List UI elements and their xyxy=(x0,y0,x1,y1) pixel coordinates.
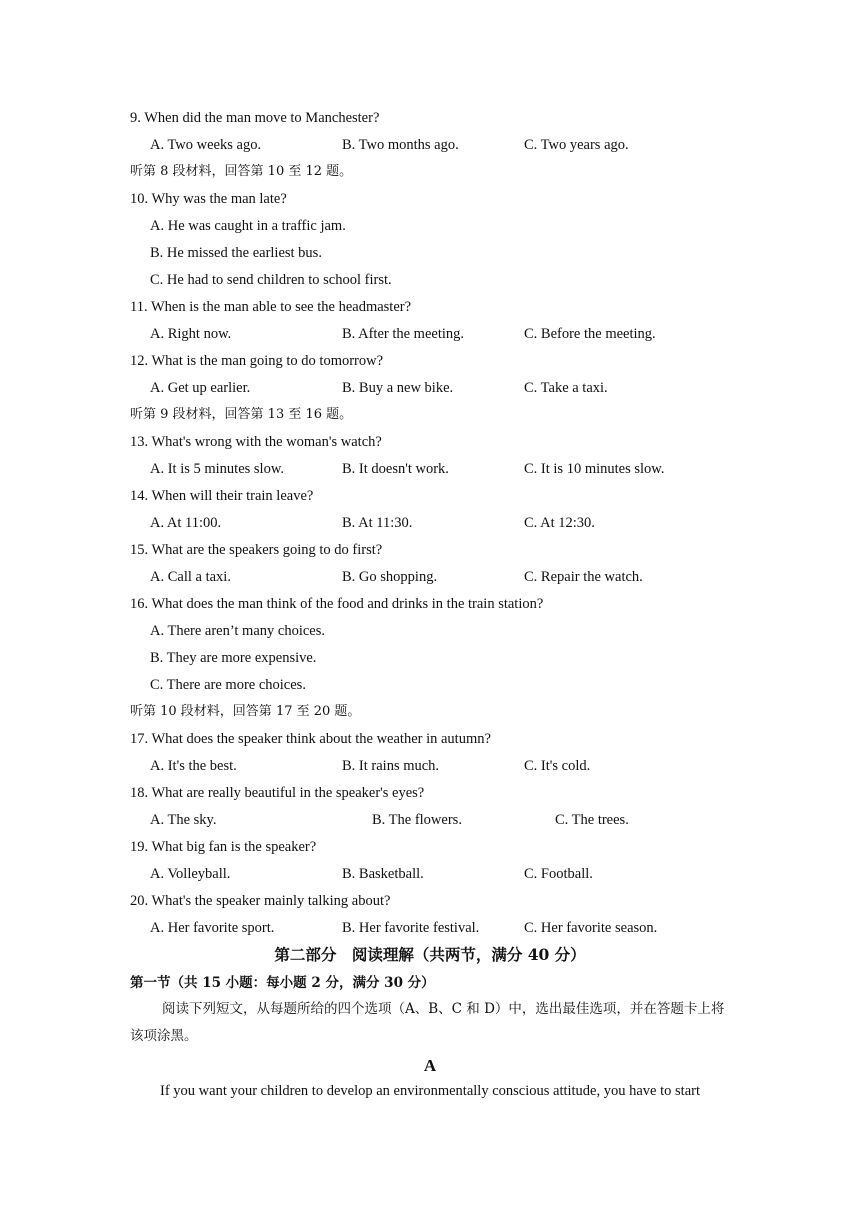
question-11-option-c: C. Before the meeting. xyxy=(524,326,656,342)
question-15-option-c: C. Repair the watch. xyxy=(524,569,643,585)
question-17-option-c: C. It's cold. xyxy=(524,758,591,774)
question-12-option-a: A. Get up earlier. xyxy=(150,380,251,396)
question-17-stem: 17. What does the speaker think about the weather in autumn? xyxy=(130,731,491,747)
question-15-option-b: B. Go shopping. xyxy=(342,569,438,585)
question-13-option-c: C. It is 10 minutes slow. xyxy=(524,461,665,477)
question-20-option-a: A. Her favorite sport. xyxy=(150,920,275,936)
question-20-stem: 20. What's the speaker mainly talking about? xyxy=(130,893,391,909)
question-20-option-b: B. Her favorite festival. xyxy=(342,920,480,936)
question-11-option-b: B. After the meeting. xyxy=(342,326,465,342)
question-13-stem: 13. What's wrong with the woman's watch? xyxy=(130,434,382,450)
question-19-option-c: C. Football. xyxy=(524,866,593,882)
reading-instructions: 阅读下列短文，从每题所给的四个选项（A、B、C 和 D）中，选出最佳选项，并在答题卡上将该项涂黑。 xyxy=(130,1001,725,1044)
section-1-title: 第一节（共 15 小题：每小题 2 分，满分 30 分） xyxy=(130,975,435,991)
question-17-option-b: B. It rains much. xyxy=(342,758,440,774)
question-16-option-c: C. There are more choices. xyxy=(150,677,306,693)
question-10-option-b: B. He missed the earliest bus. xyxy=(150,245,322,261)
question-14-option-a: A. At 11:00. xyxy=(150,515,222,531)
question-20-option-c: C. Her favorite season. xyxy=(524,920,658,936)
question-14-option-b: B. At 11:30. xyxy=(342,515,413,531)
question-17-option-a: A. It's the best. xyxy=(150,758,237,774)
question-11-stem: 11. When is the man able to see the headmaster? xyxy=(130,299,412,315)
question-14-stem: 14. When will their train leave? xyxy=(130,488,314,504)
question-18-option-c: C. The trees. xyxy=(555,812,629,828)
question-18-stem: 18. What are really beautiful in the speaker's eyes? xyxy=(130,785,425,801)
question-10-stem: 10. Why was the man late? xyxy=(130,191,287,207)
question-9-option-a: A. Two weeks ago. xyxy=(150,137,262,153)
part-2-title: 第二部分 阅读理解（共两节，满分 40 分） xyxy=(274,945,586,964)
question-16-option-b: B. They are more expensive. xyxy=(150,650,317,666)
question-10-option-c: C. He had to send children to school first. xyxy=(150,272,392,288)
question-12-option-c: C. Take a taxi. xyxy=(524,380,608,396)
listening-direction-9: 听第 9 段材料，回答第 13 至 16 题。 xyxy=(130,407,353,422)
question-14-option-c: C. At 12:30. xyxy=(524,515,595,531)
question-18-option-a: A. The sky. xyxy=(150,812,217,828)
question-12-option-b: B. Buy a new bike. xyxy=(342,380,454,396)
question-13-option-a: A. It is 5 minutes slow. xyxy=(150,461,284,477)
question-15-option-a: A. Call a taxi. xyxy=(150,569,231,585)
question-13-option-b: B. It doesn't work. xyxy=(342,461,449,477)
question-10-option-a: A. He was caught in a traffic jam. xyxy=(150,218,346,234)
question-11-option-a: A. Right now. xyxy=(150,326,232,342)
question-19-stem: 19. What big fan is the speaker? xyxy=(130,839,317,855)
question-9-option-b: B. Two months ago. xyxy=(342,137,459,153)
listening-direction-10: 听第 10 段材料，回答第 17 至 20 题。 xyxy=(130,704,361,719)
question-9-option-c: C. Two years ago. xyxy=(524,137,629,153)
question-19-option-b: B. Basketball. xyxy=(342,866,424,882)
question-19-option-a: A. Volleyball. xyxy=(150,866,231,882)
question-9-stem: 9. When did the man move to Manchester? xyxy=(130,110,380,126)
question-16-option-a: A. There aren’t many choices. xyxy=(150,623,326,639)
passage-letter: A xyxy=(423,1056,437,1075)
question-18-option-b: B. The flowers. xyxy=(372,812,462,828)
question-16-stem: 16. What does the man think of the food and drinks in the train station? xyxy=(130,596,544,612)
listening-direction-8: 听第 8 段材料，回答第 10 至 12 题。 xyxy=(130,164,353,179)
passage-first-line: If you want your children to develop an environmentally conscious attitude, you have to start xyxy=(160,1083,700,1099)
question-12-stem: 12. What is the man going to do tomorrow? xyxy=(130,353,384,369)
question-15-stem: 15. What are the speakers going to do first? xyxy=(130,542,383,558)
